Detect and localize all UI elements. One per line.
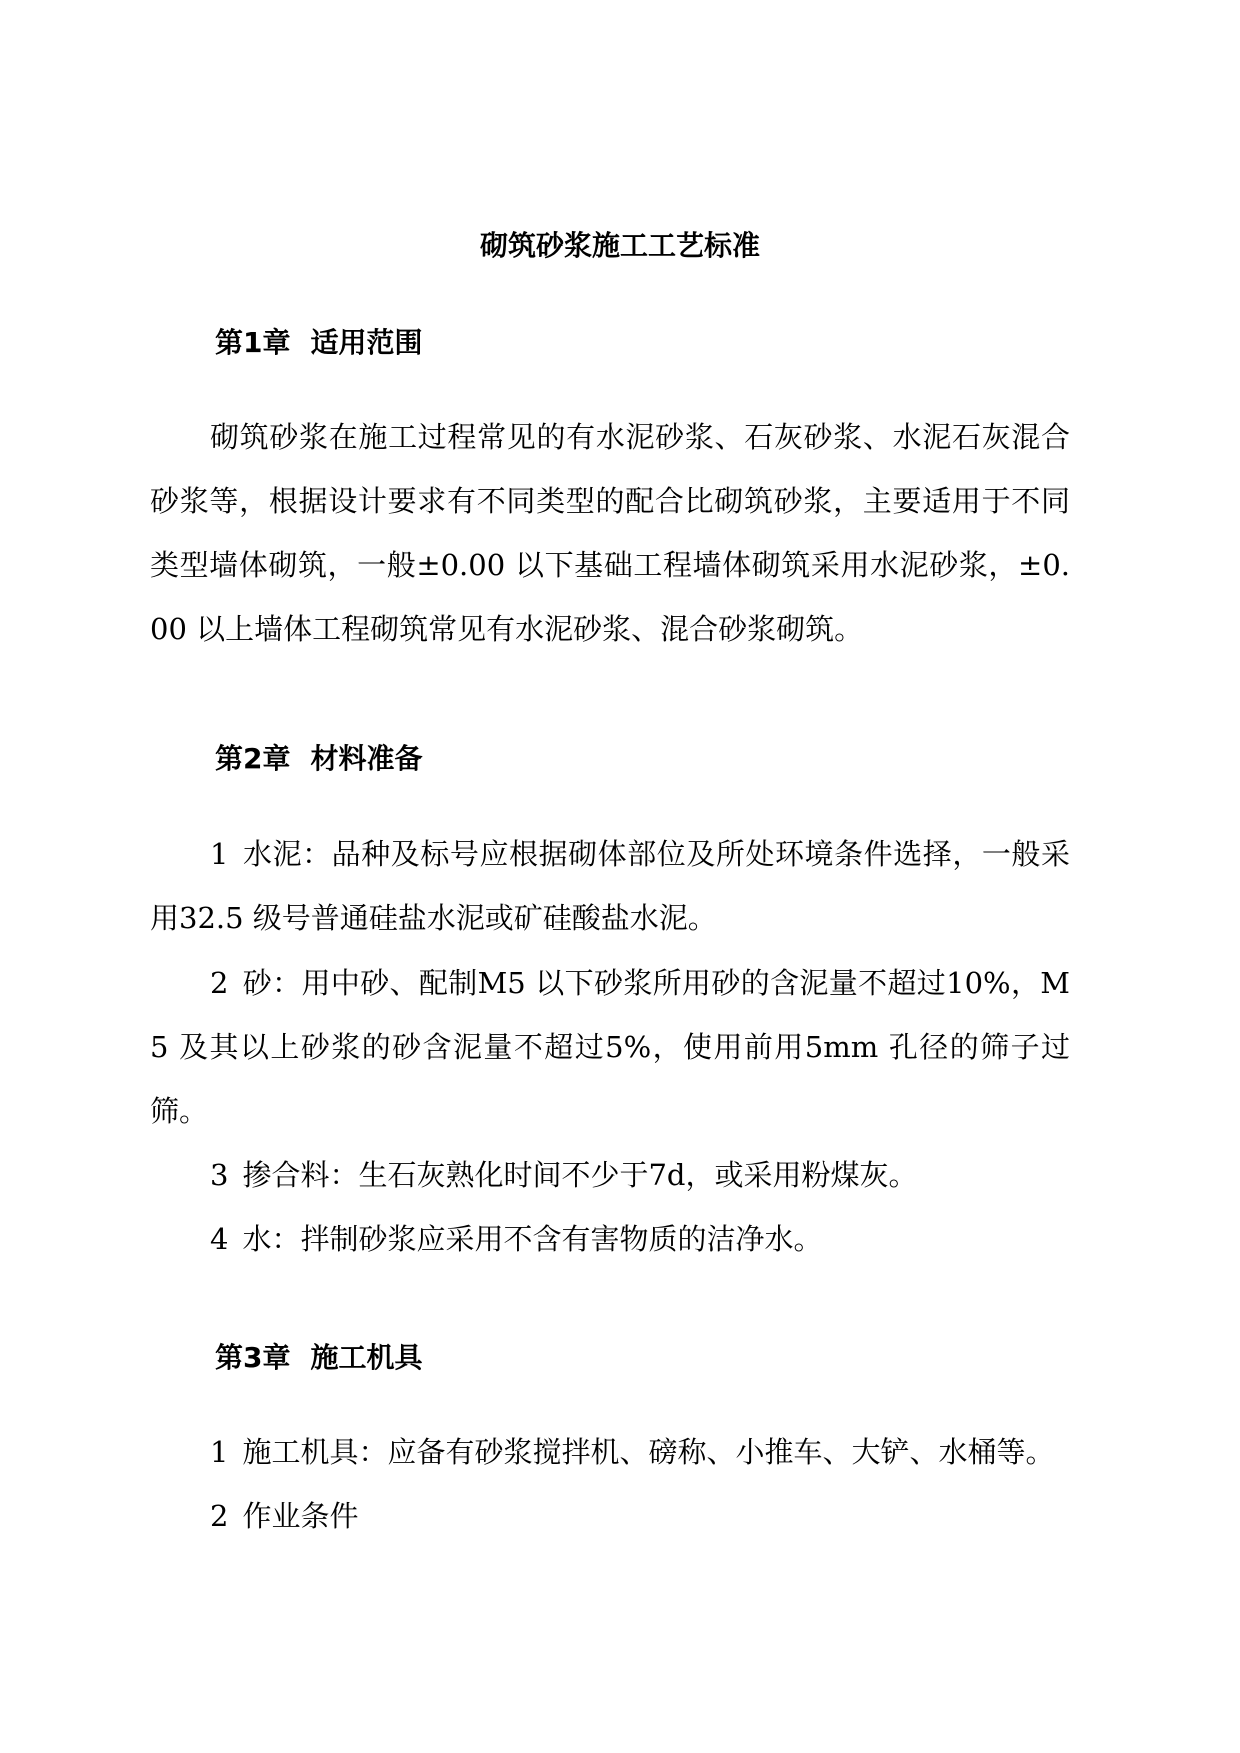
item-text: 砂：用中砂、配制M5 以下砂浆所用砂的含泥量不超过10%，M5 及其以上砂浆的砂含泥量不超过5%，使用前用5mm 孔径的筛子过筛。	[150, 966, 1070, 1128]
material-item-water	[150, 1207, 1070, 1271]
chapter-2-number: 第2章	[215, 742, 291, 775]
item-number: 1	[210, 837, 229, 871]
chapter-3-heading	[215, 1340, 423, 1376]
item-number: 4	[210, 1222, 229, 1256]
chapter-2-heading	[215, 741, 423, 777]
item-text: 掺合料：生石灰熟化时间不少于7d，或采用粉煤灰。	[242, 1158, 918, 1192]
chapter-1-name: 适用范围	[310, 326, 423, 359]
chapter-3-number: 第3章	[215, 1341, 291, 1374]
document-title: 砌筑砂浆施工工艺标准	[479, 229, 760, 262]
material-item-admixture	[150, 1143, 1070, 1207]
chapter-3-name: 施工机具	[310, 1341, 423, 1374]
chapter-2-name: 材料准备	[310, 742, 423, 775]
item-number: 2	[210, 966, 229, 1000]
chapter-1-number: 第1章	[215, 326, 291, 359]
chapter-1-heading	[215, 325, 423, 361]
item-text: 施工机具：应备有砂浆搅拌机、磅称、小推车、大铲、水桶等。	[242, 1435, 1055, 1469]
item-text: 水泥：品种及标号应根据砌体部位及所处环境条件选择，一般采用32.5 级号普通硅盐水泥或矿硅酸盐水泥。	[150, 837, 1070, 935]
tools-item-work-conditions	[150, 1484, 1070, 1548]
material-item-sand	[150, 951, 1070, 1143]
item-number: 1	[210, 1435, 229, 1469]
item-text: 作业条件	[242, 1499, 359, 1533]
tools-item-machinery	[150, 1420, 1070, 1484]
chapter-1-paragraph: 砌筑砂浆在施工过程常见的有水泥砂浆、石灰砂浆、水泥石灰混合砂浆等，根据设计要求有不同类型的配合比砌筑砂浆，主要适用于不同类型墙体砌筑，一般±0.00 以下基础工程墙体砌筑采用水泥砂浆，±0.00 以上墙体工程砌筑常见有水泥砂浆、混合砂浆砌筑。	[150, 420, 1070, 646]
item-text: 水：拌制砂浆应采用不含有害物质的洁净水。	[242, 1222, 823, 1256]
item-number: 2	[210, 1499, 229, 1533]
item-number: 3	[210, 1158, 229, 1192]
material-item-cement	[150, 822, 1070, 950]
